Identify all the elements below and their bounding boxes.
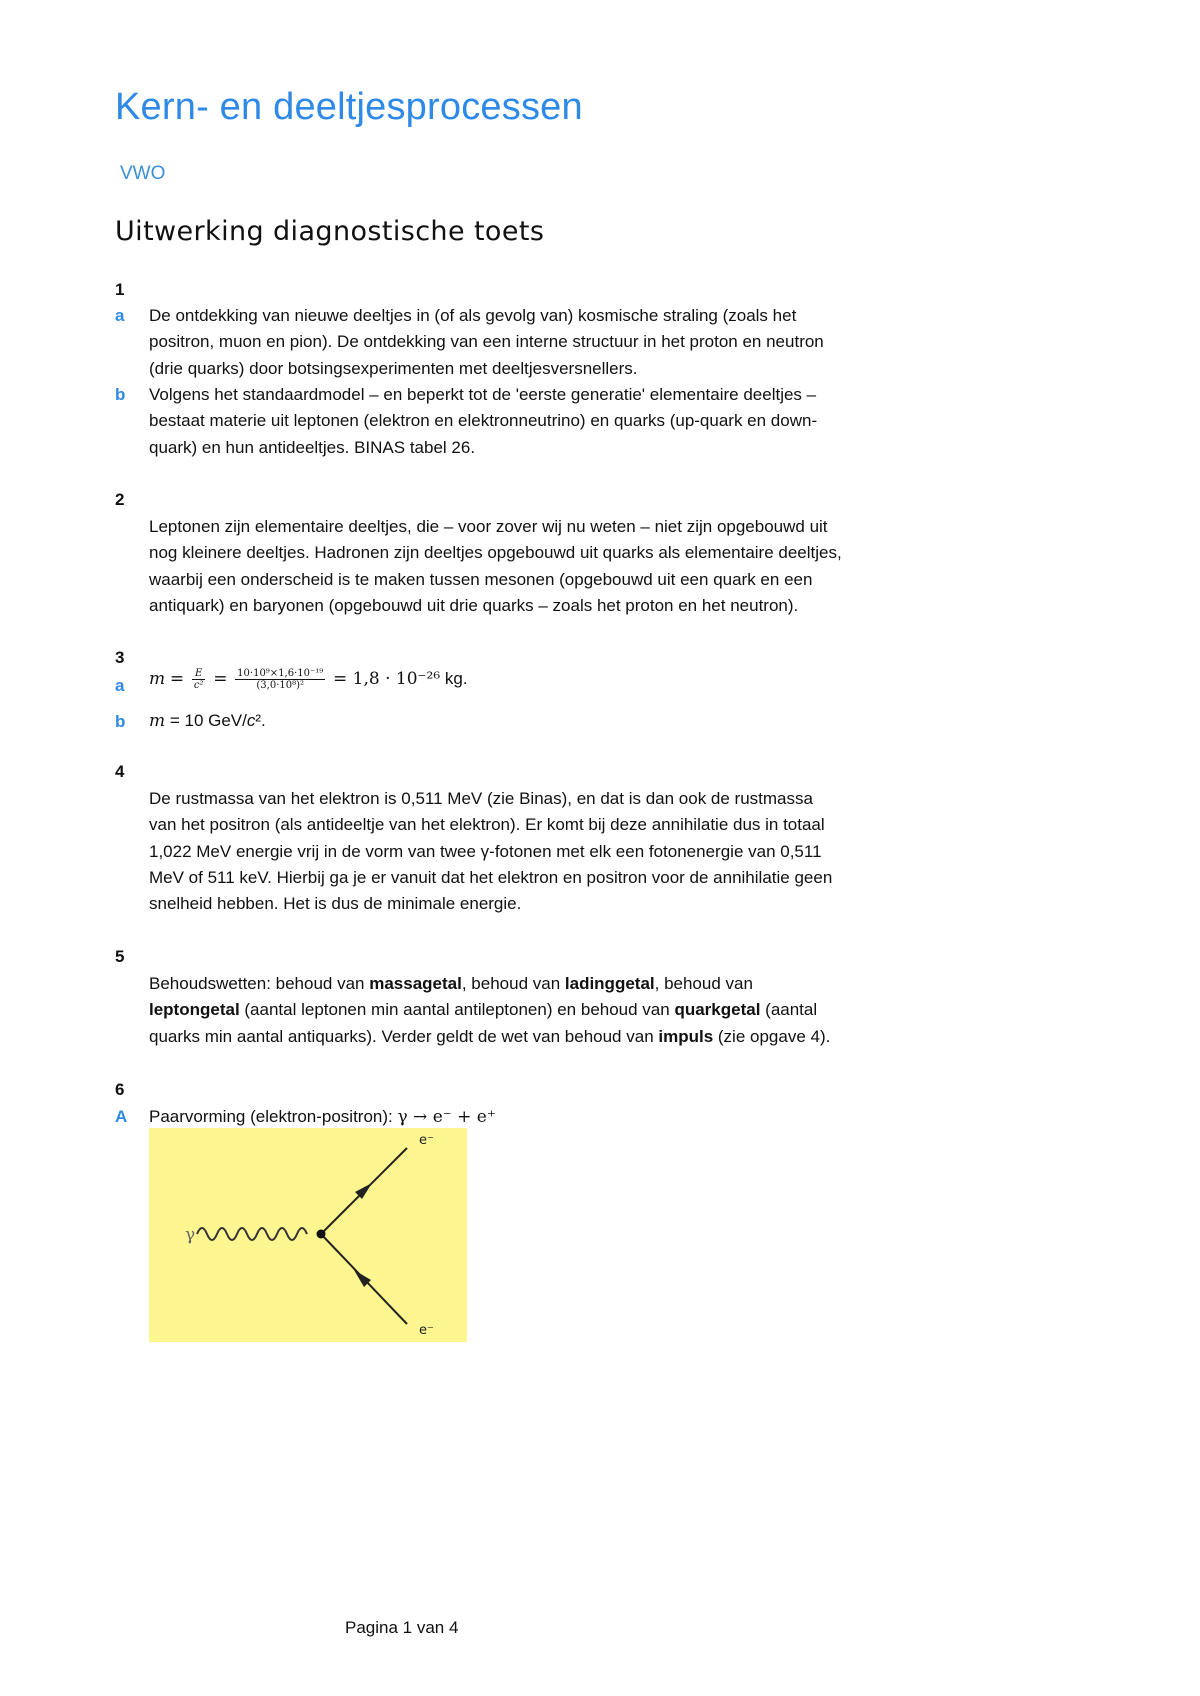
text-line <box>149 997 909 1023</box>
equation-result: = 1,8 · 10⁻²⁶ <box>333 669 441 689</box>
question-number-2: 2 <box>115 490 125 509</box>
equals-sign: = <box>213 669 228 689</box>
text-line <box>149 971 909 997</box>
text-line: MeV of 511 keV. Hierbij ga je er vanuit dat het elektron en positron voor de annihilatie geen <box>149 867 833 887</box>
text-run: (aantal <box>760 1000 818 1020</box>
unit-text: kg. <box>440 669 468 688</box>
q3-answer-b <box>149 708 909 734</box>
fraction-numerator: E <box>192 668 206 680</box>
text-line: van het positron (als antideeltje van het elektron). Er komt bij deze annihilatie dus in totaal <box>149 815 825 835</box>
math-variable: m <box>149 669 166 689</box>
q6-answer-A <box>149 1104 909 1130</box>
fraction <box>235 668 325 691</box>
q3-answer-a <box>149 666 909 692</box>
fraction <box>192 668 206 691</box>
bold-term: massagetal <box>369 974 462 993</box>
text-line: antiquark) en baryonen (opgebouwd uit drie quarks – zoals het proton en het neutron). <box>149 595 799 615</box>
bold-term: impuls <box>658 1026 714 1046</box>
text-line: positron, muon en pion). De ontdekking van een interne structuur in het proton en neutron <box>149 332 824 352</box>
question-number-4: 4 <box>115 762 125 781</box>
text-run: quarks min aantal antiquarks). Verder geldt de wet van behoud van <box>149 1026 659 1046</box>
reaction-equation: γ → e⁻ + e⁺ <box>397 1107 496 1127</box>
page-number-footer: Pagina 1 van 4 <box>345 1618 459 1637</box>
text-line: 1,022 MeV energie vrij in de vorm van twee γ-fotonen met elk een fotonenergie van 0,511 <box>149 841 822 861</box>
diagram-background <box>149 1128 467 1342</box>
math-variable: m <box>149 711 166 731</box>
text-line: Leptonen zijn elementaire deeltjes, die – voor zover wij nu weten – niet zijn opgebouwd uit <box>149 517 828 536</box>
bold-term: leptongetal <box>149 1000 240 1020</box>
vertex-dot <box>317 1230 326 1239</box>
text-run: , behoud van <box>654 974 753 993</box>
electron-label-bottom: e⁻ <box>419 1323 434 1338</box>
text-run: (aantal leptonen min aantal antileptonen) en behoud van <box>239 1000 675 1020</box>
text-line: (drie quarks) door botsingsexperimenten met deeltjesversnellers. <box>149 358 638 378</box>
q2-answer <box>149 514 909 619</box>
q4-answer <box>149 786 909 917</box>
text-run: Paarvorming (elektron-positron): <box>149 1107 398 1126</box>
photon-label: γ <box>185 1225 196 1245</box>
question-number-3: 3 <box>115 648 125 667</box>
fraction-denominator: c² <box>193 680 204 692</box>
fraction-denominator: (3,0·10⁸)² <box>256 680 305 692</box>
q6-label-A: A <box>115 1107 128 1126</box>
text-line: quark) en hun antideeltjes. BINAS tabel 26. <box>149 437 476 457</box>
section-heading: Uitwerking diagnostische toets <box>115 216 545 247</box>
text-line: waarbij een onderscheid is te maken tussen mesonen (opgebouwd uit een quark en een <box>149 569 813 589</box>
question-number-5: 5 <box>115 947 125 966</box>
q1-answer-a <box>149 303 909 382</box>
text-line: bestaat materie uit leptonen (elektron en elektronneutrino) en quarks (up-quark en down- <box>149 411 818 431</box>
bold-term: quarkgetal <box>674 1000 761 1020</box>
feynman-diagram <box>149 1128 467 1342</box>
document-title: Kern- en deeltjesprocessen <box>115 86 583 128</box>
document-subtitle: VWO <box>120 163 166 184</box>
text-line: nog kleinere deeltjes. Hadronen zijn deeltjes opgebouwd uit quarks als elementaire deeltjes, <box>149 543 842 563</box>
text-run: , behoud van <box>461 974 565 993</box>
equals-sign: = <box>169 669 185 689</box>
text-line <box>149 1024 909 1050</box>
electron-label-top: e⁻ <box>419 1133 434 1148</box>
q3-label-a: a <box>115 676 125 695</box>
q1-label-b: b <box>115 385 126 404</box>
equation-text: = 10 GeV/ <box>165 711 247 730</box>
q3-label-b: b <box>115 712 126 731</box>
bold-term: ladinggetal <box>564 974 655 993</box>
text-run: (zie opgave 4). <box>713 1026 831 1046</box>
text-line: Volgens het standaardmodel – en beperkt tot de 'eerste generatie' elementaire deeltjes – <box>149 385 817 404</box>
question-number-6: 6 <box>115 1080 125 1099</box>
fraction-numerator: 10·10⁹×1,6·10⁻¹⁹ <box>237 668 324 680</box>
q1-label-a: a <box>115 306 125 325</box>
equation-tail: ². <box>255 711 266 730</box>
text-line: De ontdekking van nieuwe deeltjes in (of als gevolg van) kosmische straling (zoals het <box>149 306 797 325</box>
question-number-1: 1 <box>115 280 125 299</box>
text-run: Behoudswetten: behoud van <box>149 974 370 993</box>
math-variable: c <box>246 711 256 730</box>
text-line: De rustmassa van het elektron is 0,511 MeV (zie Binas), en dat is dan ook de rustmassa <box>149 789 813 808</box>
q1-answer-b <box>149 382 909 461</box>
text-line: snelheid hebben. Het is dus de minimale energie. <box>149 894 522 914</box>
q5-answer <box>149 971 909 1050</box>
